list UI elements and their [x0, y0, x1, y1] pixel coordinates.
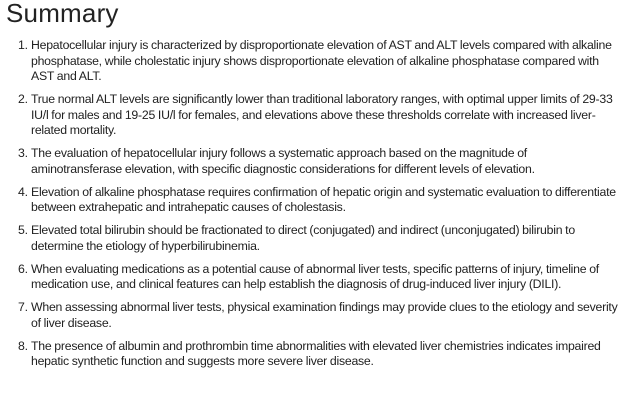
item-number: 5.	[18, 223, 28, 237]
list-item	[0, 146, 624, 177]
item-text: True normal ALT levels are significantly lower than traditional laboratory ranges, with optimal upper limits of 29-33 IU/l for males and 19-25 IU/l for females, and elevations above these thresholds correlate with increased liver-related mortality.	[31, 92, 613, 137]
item-text: Elevation of alkaline phosphatase requires confirmation of hepatic origin and systematic evaluation to differentiate between extrahepatic and intrahepatic causes of cholestasis.	[31, 184, 616, 214]
page-title: Summary	[6, 0, 119, 28]
list-item	[0, 38, 624, 85]
item-number: 8.	[18, 338, 28, 353]
list-item	[0, 300, 624, 331]
item-text: When assessing abnormal liver tests, physical examination findings may provide clues to the etiology and severity of liver disease.	[31, 300, 618, 330]
item-number: 3.	[18, 146, 28, 160]
list-item	[0, 262, 624, 293]
item-number: 2.	[18, 92, 28, 106]
summary-list	[0, 38, 624, 377]
item-number: 1.	[18, 38, 28, 52]
item-text: Hepatocellular injury is characterized by disproportionate elevation of AST and ALT levels compared with alkaline phosphatase, while cholestatic injury shows disproportionate elevation of alkaline phosphatase compared with AST and ALT.	[31, 38, 612, 83]
list-item	[0, 185, 624, 216]
item-text: The evaluation of hepatocellular injury follows a systematic approach based on the magnitude of aminotransferase elevation, with specific diagnostic considerations for different levels of elevation.	[31, 146, 535, 176]
item-number: 7.	[18, 300, 28, 314]
list-item	[0, 223, 624, 254]
item-text: Elevated total bilirubin should be fractionated to direct (conjugated) and indirect (unconjugated) bilirubin to determine the etiology of hyperbilirubinemia.	[31, 223, 575, 253]
item-text: The presence of albumin and prothrombin time abnormalities with elevated liver chemistries indicates impaired hepatic synthetic function and suggests more severe liver disease.	[31, 338, 601, 368]
list-item	[0, 339, 624, 370]
item-text: When evaluating medications as a potential cause of abnormal liver tests, specific patterns of injury, timeline of medication use, and clinical features can help establish the diagnosis of drug-induced liver injury (DILI).	[31, 261, 599, 291]
list-item	[0, 92, 624, 139]
item-number: 6.	[18, 261, 28, 276]
item-number: 4.	[18, 184, 28, 199]
